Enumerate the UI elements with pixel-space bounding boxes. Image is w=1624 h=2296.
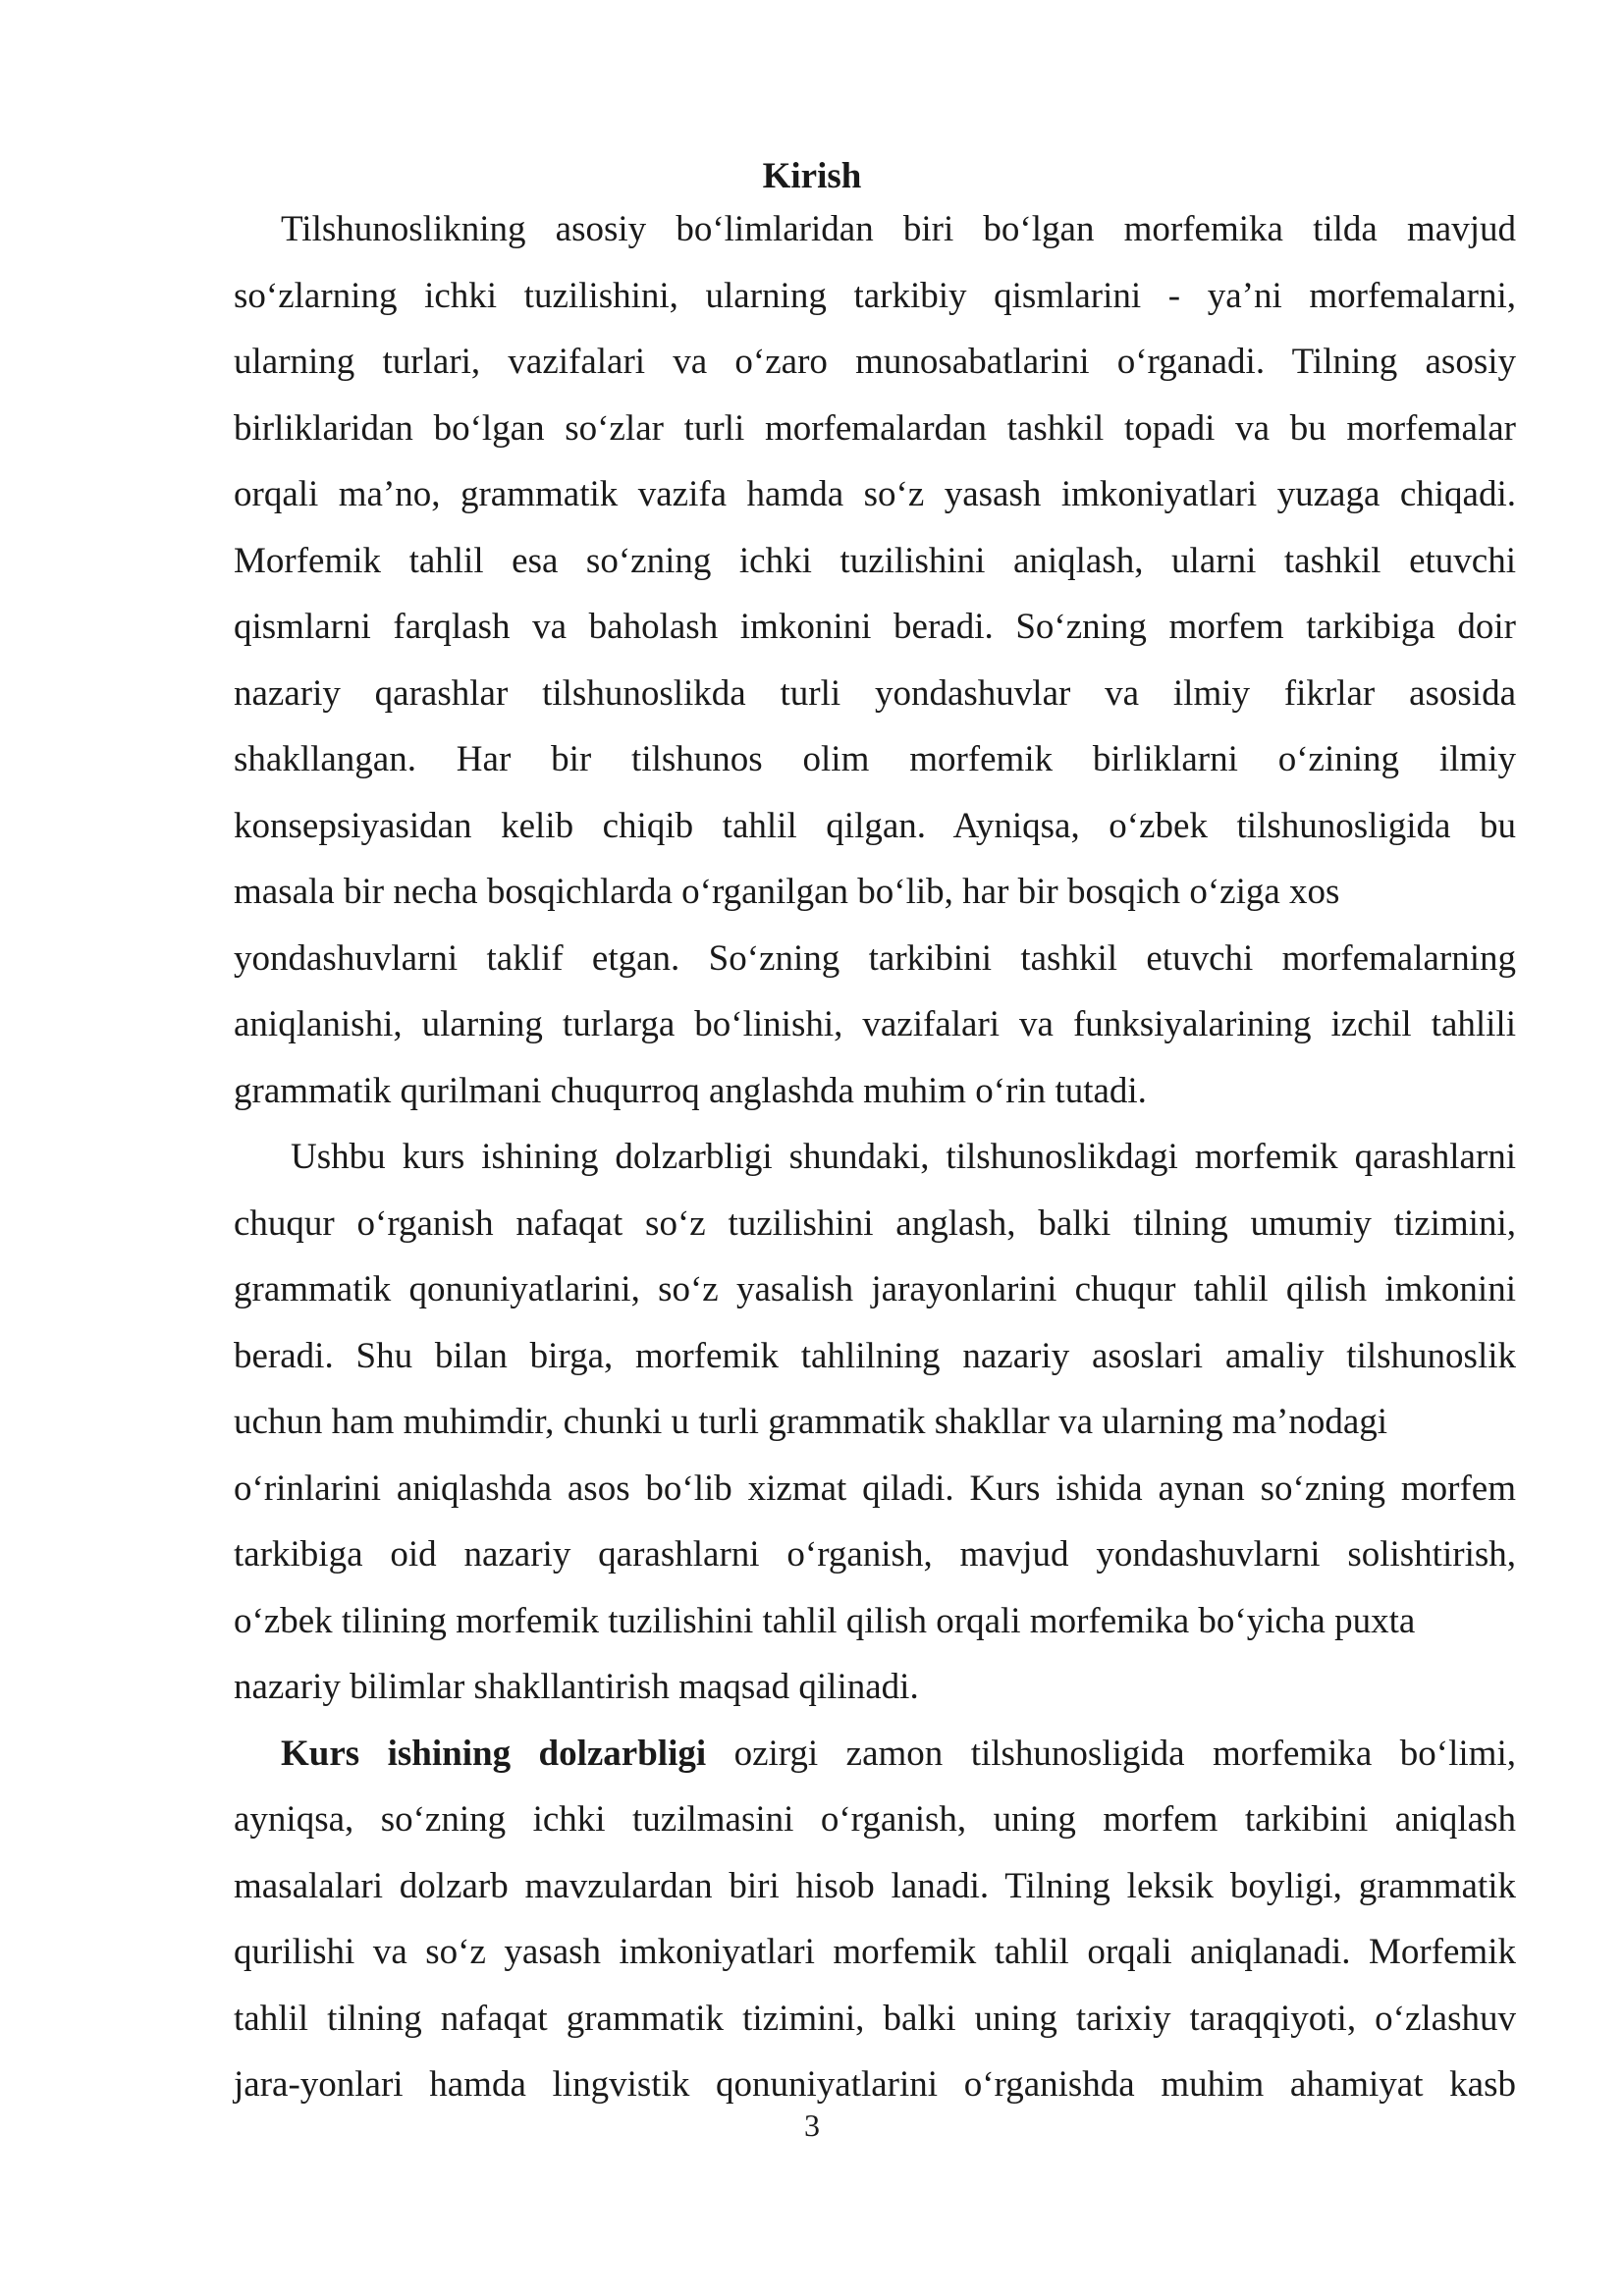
text-line: ayniqsa, so‘zning ichki tuzilmasini o‘rganish, uning morfem tarkibini aniqlash (234, 1799, 1516, 1840)
text-line: masala bir necha bosqichlarda o‘rganilgan bo‘lib, har bir bosqich o‘ziga xos (234, 872, 1340, 912)
text-line: grammatik qurilmani chuqurroq anglashda muhim o‘rin tutadi. (234, 1070, 1147, 1111)
text-line: aniqlanishi, ularning turlarga bo‘linishi, vazifalari va funksiyalarining izchil tahlili (234, 1004, 1516, 1044)
paragraph-introduction (234, 196, 1516, 1124)
text-line: grammatik qonuniyatlarini, so‘z yasalish jarayonlarini chuqur tahlil qilish imkonini (234, 1269, 1516, 1309)
text-line: so‘zlarning ichki tuzilishini, ularning tarkibiy qismlarini - ya’ni morfemalarni, (234, 275, 1516, 316)
text-line: masalalari dolzarb mavzulardan biri hisob lanadi. Tilning leksik boyligi, grammatik (234, 1865, 1516, 1906)
text-line: beradi. Shu bilan birga, morfemik tahlilning nazariy asoslari amaliy tilshunoslik (234, 1335, 1516, 1376)
bold-lead: Kurs ishining dolzarbligi (281, 1733, 707, 1774)
paragraph-relevance (234, 1124, 1516, 1721)
text-line: nazariy bilimlar shakllantirish maqsad qilinadi. (234, 1667, 919, 1707)
text-line: shakllangan. Har bir tilshunos olim morfemik birliklarni o‘zining ilmiy (234, 739, 1516, 779)
page-number: 3 (804, 2108, 820, 2143)
text-line: Morfemik tahlil esa so‘zning ichki tuzilishini aniqlash, ularni tashkil etuvchi (234, 540, 1516, 581)
text-line: tahlil tilning nafaqat grammatik tizimini, balki uning tarixiy taraqqiyoti, o‘zlashuv (234, 1998, 1516, 2039)
text-line: nazariy qarashlar tilshunoslikda turli yondashuvlar va ilmiy fikrlar asosida (234, 672, 1516, 714)
text-line: o‘zbek tilining morfemik tuzilishini tahlil qilish orqali morfemika bo‘yicha puxta (234, 1600, 1416, 1641)
text-line: konsepsiyasidan kelib chiqib tahlil qilgan. Ayniqsa, o‘zbek tilshunosligida bu (234, 805, 1516, 846)
page-title: Kirish (762, 156, 862, 196)
paragraph-course-relevance (234, 1721, 1516, 2118)
text-line (234, 1721, 1516, 1788)
text-line: uchun ham muhimdir, chunki u turli grammatik shakllar va ularning ma’nodagi (234, 1402, 1388, 1442)
text-line: jara-yonlari hamda lingvistik qonuniyatlarini o‘rganishda muhim ahamiyat kasb (234, 2064, 1516, 2105)
text-run: ozirgi zamon tilshunosligida morfemika bo‘limi, (706, 1733, 1516, 1774)
text-line: qismlarni farqlash va baholash imkonini beradi. So‘zning morfem tarkibiga doir (234, 607, 1516, 647)
text-line: qurilishi va so‘z yasash imkoniyatlari morfemik tahlil orqali aniqlanadi. Morfemik (234, 1932, 1516, 1972)
text-line: yondashuvlarni taklif etgan. So‘zning tarkibini tashkil etuvchi morfemalarning (234, 937, 1516, 979)
text-line: ularning turlari, vazifalari va o‘zaro munosabatlarini o‘rganadi. Tilning asosiy (234, 342, 1516, 382)
text-line: birliklaridan bo‘lgan so‘zlar turli morfemalardan tashkil topadi va bu morfemalar (234, 407, 1516, 449)
text-line: Tilshunoslikning asosiy bo‘limlaridan biri bo‘lgan morfemika tilda mavjud (281, 209, 1516, 249)
body-text (234, 196, 1516, 2118)
text-line: orqali ma’no, grammatik vazifa hamda so‘z yasash imkoniyatlari yuzaga chiqadi. (234, 474, 1516, 514)
text-line: tarkibiga oid nazariy qarashlarni o‘rganish, mavjud yondashuvlarni solishtirish, (234, 1534, 1516, 1575)
text-line: Ushbu kurs ishining dolzarbligi shundaki, tilshunoslikdagi morfemik qarashlarni (291, 1137, 1516, 1177)
text-line: chuqur o‘rganish nafaqat so‘z tuzilishini anglash, balki tilning umumiy tizimini, (234, 1202, 1516, 1244)
text-line: o‘rinlarini aniqlashda asos bo‘lib xizmat qiladi. Kurs ishida aynan so‘zning morfem (234, 1468, 1516, 1509)
